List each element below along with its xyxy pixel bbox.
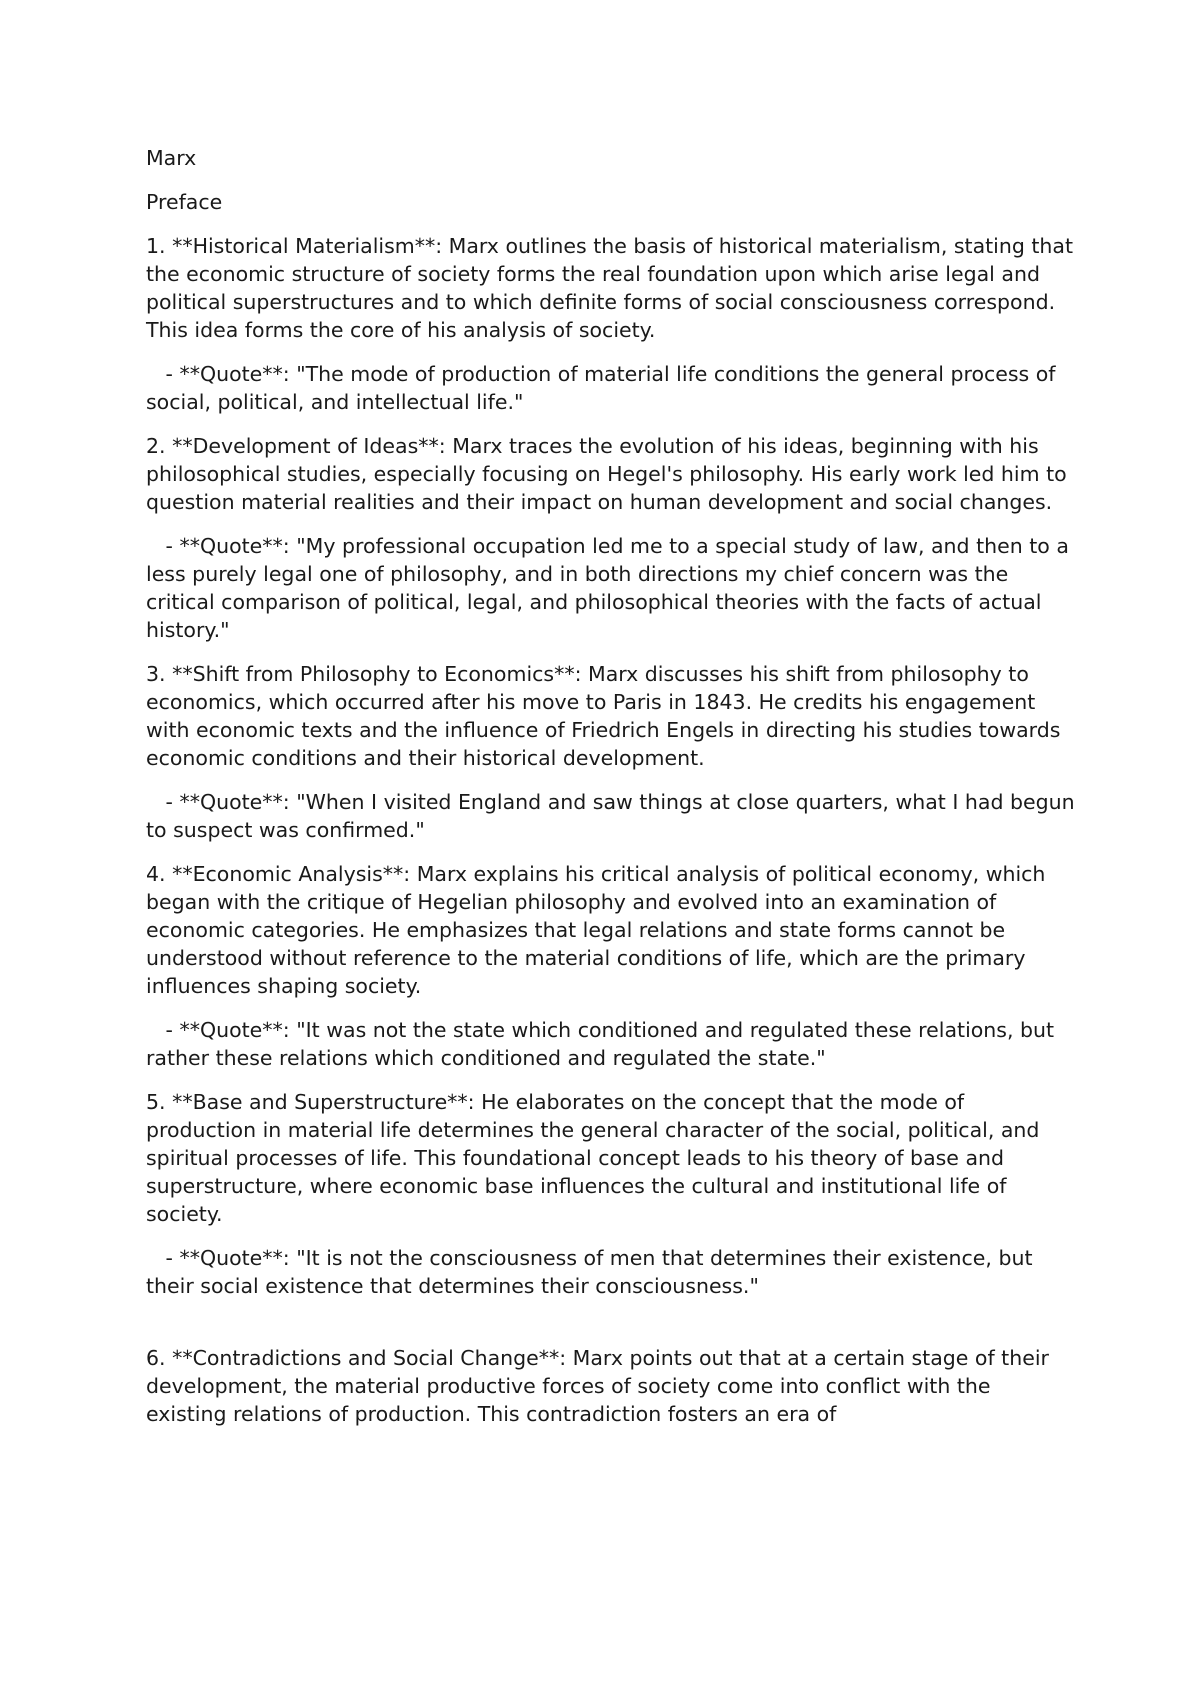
document-subtitle: Preface — [146, 190, 223, 214]
point-base-superstructure: 5. **Base and Superstructure**: He elaborates on the concept that the mode of production in material life determines the general character of the social, political, and spiritual processes of life. This foundational concept leads to his theory of base and superstructure, where economic base influences the cultural and institutional life of society. — [146, 1090, 1040, 1226]
quote-development-of-ideas: - **Quote**: "My professional occupation led me to a special study of law, and then to a less purely legal one of philosophy, and in both directions my chief concern was the critical comparison of political, legal, and philosophical theories with the facts of actual history." — [146, 534, 1069, 642]
quote-historical-materialism: - **Quote**: "The mode of production of material life conditions the general process of social, political, and intellectual life." — [146, 362, 1056, 414]
point-economic-analysis: 4. **Economic Analysis**: Marx explains his critical analysis of political economy, which began with the critique of Hegelian philosophy and evolved into an examination of economic categories. He emphasizes that legal relations and state forms cannot be understood without reference to the material conditions of life, which are the primary influences shaping society. — [146, 862, 1046, 998]
document-title: Marx — [146, 146, 197, 170]
point-contradictions-social-change: 6. **Contradictions and Social Change**: Marx points out that at a certain stage of their development, the material productive forces of society come into conflict with the existing relations of production. This contradiction fosters an era of — [146, 1346, 1049, 1426]
quote-economic-analysis: - **Quote**: "It was not the state which conditioned and regulated these relations, but rather these relations which conditioned and regulated the state." — [146, 1018, 1055, 1070]
document-body — [146, 144, 1076, 1444]
quote-base-superstructure: - **Quote**: "It is not the consciousness of men that determines their existence, but their social existence that determines their consciousness." — [146, 1246, 1033, 1298]
quote-shift-philosophy-economics: - **Quote**: "When I visited England and saw things at close quarters, what I had begun to suspect was confirmed." — [146, 790, 1075, 842]
point-development-of-ideas: 2. **Development of Ideas**: Marx traces the evolution of his ideas, beginning with his philosophical studies, especially focusing on Hegel's philosophy. His early work led him to question material realities and their impact on human development and social changes. — [146, 434, 1067, 514]
point-shift-philosophy-economics: 3. **Shift from Philosophy to Economics**: Marx discusses his shift from philosophy to economics, which occurred after his move to Paris in 1843. He credits his engagement with economic texts and the influence of Friedrich Engels in directing his studies towards economic conditions and their historical development. — [146, 662, 1061, 770]
point-historical-materialism: 1. **Historical Materialism**: Marx outlines the basis of historical materialism, stating that the economic structure of society forms the real foundation upon which arise legal and political superstructures and to which definite forms of social consciousness correspond. This idea forms the core of his analysis of society. — [146, 234, 1074, 342]
